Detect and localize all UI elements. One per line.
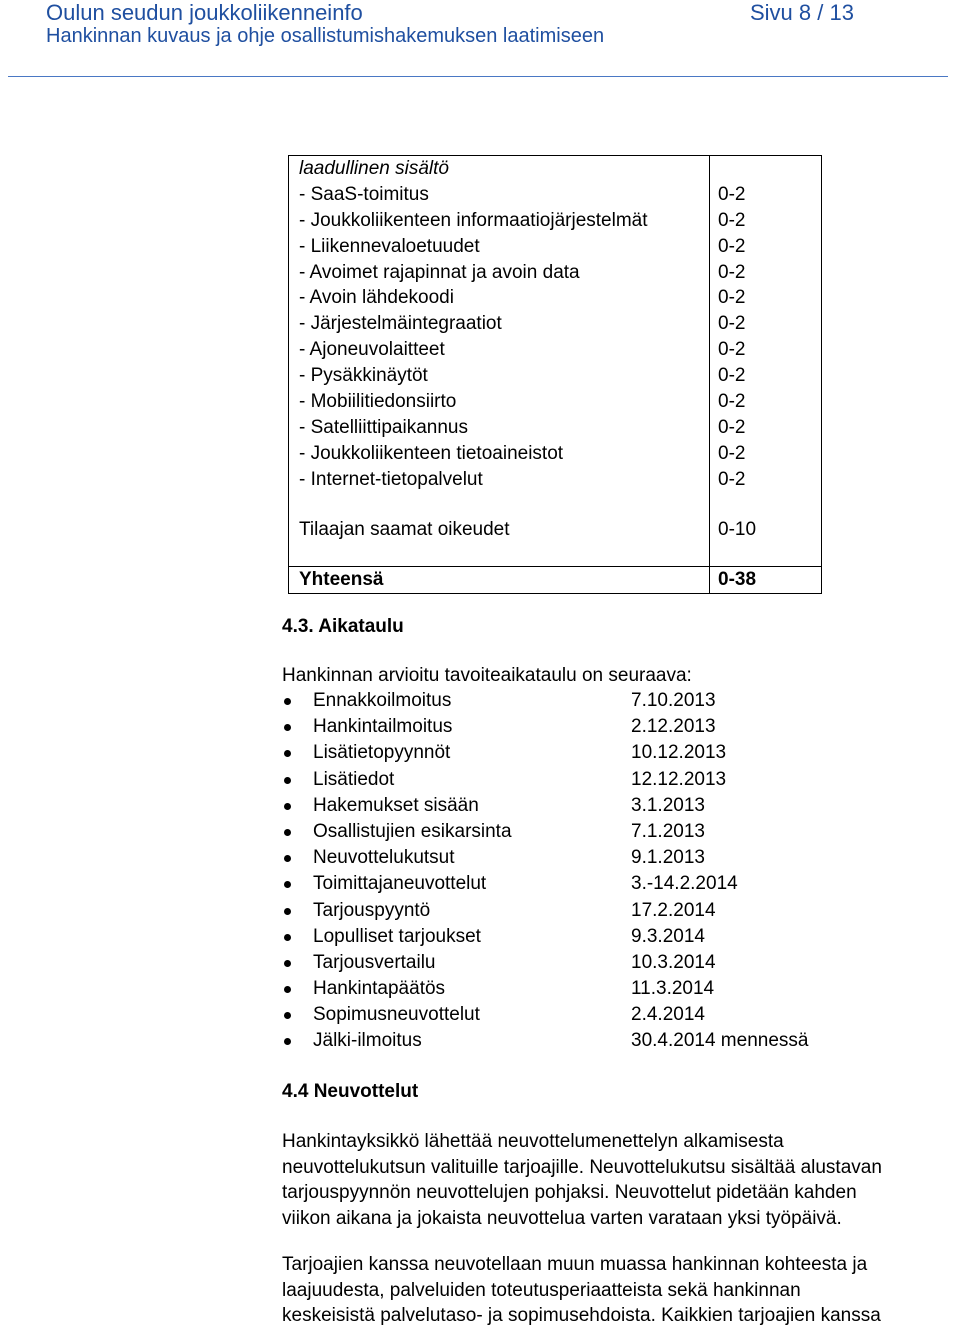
paragraph-line: viikon aikana ja jokaista neuvottelua varten varataan yksi työpäivä. (282, 1207, 842, 1229)
criteria-points: 0-2 (718, 183, 746, 205)
paragraph-line: laajuudesta, palveluiden toteutusperiaatteista sekä hankinnan (282, 1279, 801, 1301)
total-label: Yhteensä (299, 569, 384, 591)
criteria-label: - Satelliittipaikannus (299, 416, 468, 438)
header-divider (8, 76, 948, 77)
schedule-item-date: 30.4.2014 mennessä (631, 1030, 809, 1052)
page-number: Sivu 8 / 13 (750, 0, 854, 25)
paragraph-line: Tarjoajien kanssa neuvotellaan muun muassa hankinnan kohteesta ja (282, 1254, 868, 1275)
header-title: Oulun seudun joukkoliikenneinfo (46, 0, 363, 25)
schedule-item-name: Sopimusneuvottelut (313, 1004, 480, 1026)
bullet-icon (284, 934, 291, 941)
schedule-item-date: 9.3.2014 (631, 925, 705, 947)
criteria-label: - Liikennevaloetuudet (299, 235, 480, 257)
schedule-item-name: Neuvottelukutsut (313, 847, 455, 869)
criteria-label: - Avoimet rajapinnat ja avoin data (299, 261, 580, 283)
criteria-points: 0-2 (718, 235, 746, 257)
paragraph-line: Hankintayksikkö lähettää neuvottelumenettelyn alkamisesta (282, 1131, 784, 1152)
criteria-label: - Ajoneuvolaitteet (299, 339, 445, 361)
criteria-points: 0-2 (718, 391, 746, 413)
schedule-item-date: 3.-14.2.2014 (631, 873, 738, 895)
schedule-item-date: 10.3.2014 (631, 951, 716, 973)
criteria-label: - Avoin lähdekoodi (299, 287, 454, 309)
total-points-cell (710, 567, 822, 594)
criteria-row-total (289, 567, 822, 594)
bullet-icon (284, 724, 291, 731)
bullet-icon (284, 881, 291, 888)
schedule-item-name: Toimittajaneuvottelut (313, 873, 487, 895)
schedule-item-date: 12.12.2013 (631, 768, 727, 790)
total-points: 0-38 (718, 569, 757, 591)
negotiations-paragraph-1 (282, 1129, 882, 1231)
bullet-icon (284, 829, 291, 836)
criteria-points-cell (710, 156, 822, 567)
schedule-item-name: Lopulliset tarjoukset (313, 925, 481, 947)
criteria-row-quality (289, 156, 822, 567)
total-label-cell (289, 567, 710, 594)
criteria-label: - Joukkoliikenteen informaatiojärjestelmät (299, 209, 648, 231)
schedule-item-date: 17.2.2014 (631, 899, 716, 921)
bullet-icon (284, 855, 291, 862)
bullet-icon (284, 1038, 291, 1045)
criteria-points: 0-2 (718, 261, 746, 283)
schedule-item-name: Tarjousvertailu (313, 951, 436, 973)
schedule-item-date: 2.12.2013 (631, 716, 716, 738)
bullet-icon (284, 777, 291, 784)
criteria-label: - SaaS-toimitus (299, 183, 429, 205)
paragraph-line: keskeisistä palvelutaso- ja sopimusehdoista. Kaikkien tarjoajien kanssa (282, 1305, 881, 1326)
schedule-item-name: Tarjouspyyntö (313, 899, 431, 921)
criteria-label: - Mobiilitiedonsiirto (299, 391, 457, 413)
criteria-table (288, 155, 822, 594)
criteria-labels-cell (289, 156, 710, 567)
bullet-icon (284, 960, 291, 967)
bullet-icon (284, 750, 291, 757)
criteria-points: 0-2 (718, 313, 746, 335)
schedule-item-name: Lisätiedot (313, 768, 395, 790)
rights-points: 0-10 (718, 518, 757, 540)
rights-label: Tilaajan saamat oikeudet (299, 518, 510, 540)
bullet-icon (284, 908, 291, 915)
criteria-points: 0-2 (718, 209, 746, 231)
bullet-icon (284, 803, 291, 810)
schedule-item-date: 7.10.2013 (631, 690, 716, 711)
schedule-item-name: Osallistujien esikarsinta (313, 820, 512, 842)
criteria-points: 0-2 (718, 416, 746, 438)
bullet-icon (284, 1012, 291, 1019)
paragraph-line: neuvottelukutsun valituille tarjoajille. Neuvottelukutsu sisältää alustavan (282, 1156, 882, 1178)
criteria-label: - Järjestelmäintegraatiot (299, 313, 502, 335)
paragraph-line: tarjouspyynnön neuvottelujen pohjaksi. Neuvottelut pidetään kahden (282, 1182, 857, 1203)
criteria-points: 0-2 (718, 287, 746, 309)
criteria-points: 0-2 (718, 365, 746, 387)
section-heading-negotiations: 4.4 Neuvottelut (282, 1081, 419, 1102)
criteria-heading: laadullinen sisältö (299, 158, 449, 179)
schedule-item-date: 10.12.2013 (631, 742, 727, 764)
criteria-label: - Internet-tietopalvelut (299, 468, 483, 490)
section-heading-schedule: 4.3. Aikataulu (282, 616, 404, 637)
bullet-icon (284, 698, 291, 705)
schedule-item-name: Jälki-ilmoitus (313, 1030, 422, 1052)
criteria-points: 0-2 (718, 339, 746, 361)
schedule-item-name: Hankintapäätös (313, 978, 446, 1000)
schedule-item-name: Hankintailmoitus (313, 716, 453, 738)
criteria-points: 0-2 (718, 442, 746, 464)
schedule-item-date: 9.1.2013 (631, 847, 705, 869)
schedule-item-date: 11.3.2014 (631, 978, 715, 1000)
schedule-item-name: Hakemukset sisään (313, 794, 479, 816)
criteria-label: - Pysäkkinäytöt (299, 365, 428, 387)
negotiations-paragraph-2 (282, 1252, 881, 1329)
header-subtitle: Hankinnan kuvaus ja ohje osallistumishakemuksen laatimiseen (46, 25, 605, 47)
bullet-icon (284, 986, 291, 993)
schedule-intro: Hankinnan arvioitu tavoiteaikataulu on seuraava: (282, 665, 692, 686)
criteria-label: - Joukkoliikenteen tietoaineistot (299, 442, 564, 464)
schedule-item-date: 7.1.2013 (631, 820, 705, 842)
criteria-points: 0-2 (718, 468, 746, 490)
schedule-item-name: Lisätietopyynnöt (313, 742, 451, 764)
schedule-item-name: Ennakkoilmoitus (313, 690, 452, 711)
schedule-item-date: 2.4.2014 (631, 1004, 705, 1026)
schedule-item-date: 3.1.2013 (631, 794, 705, 816)
